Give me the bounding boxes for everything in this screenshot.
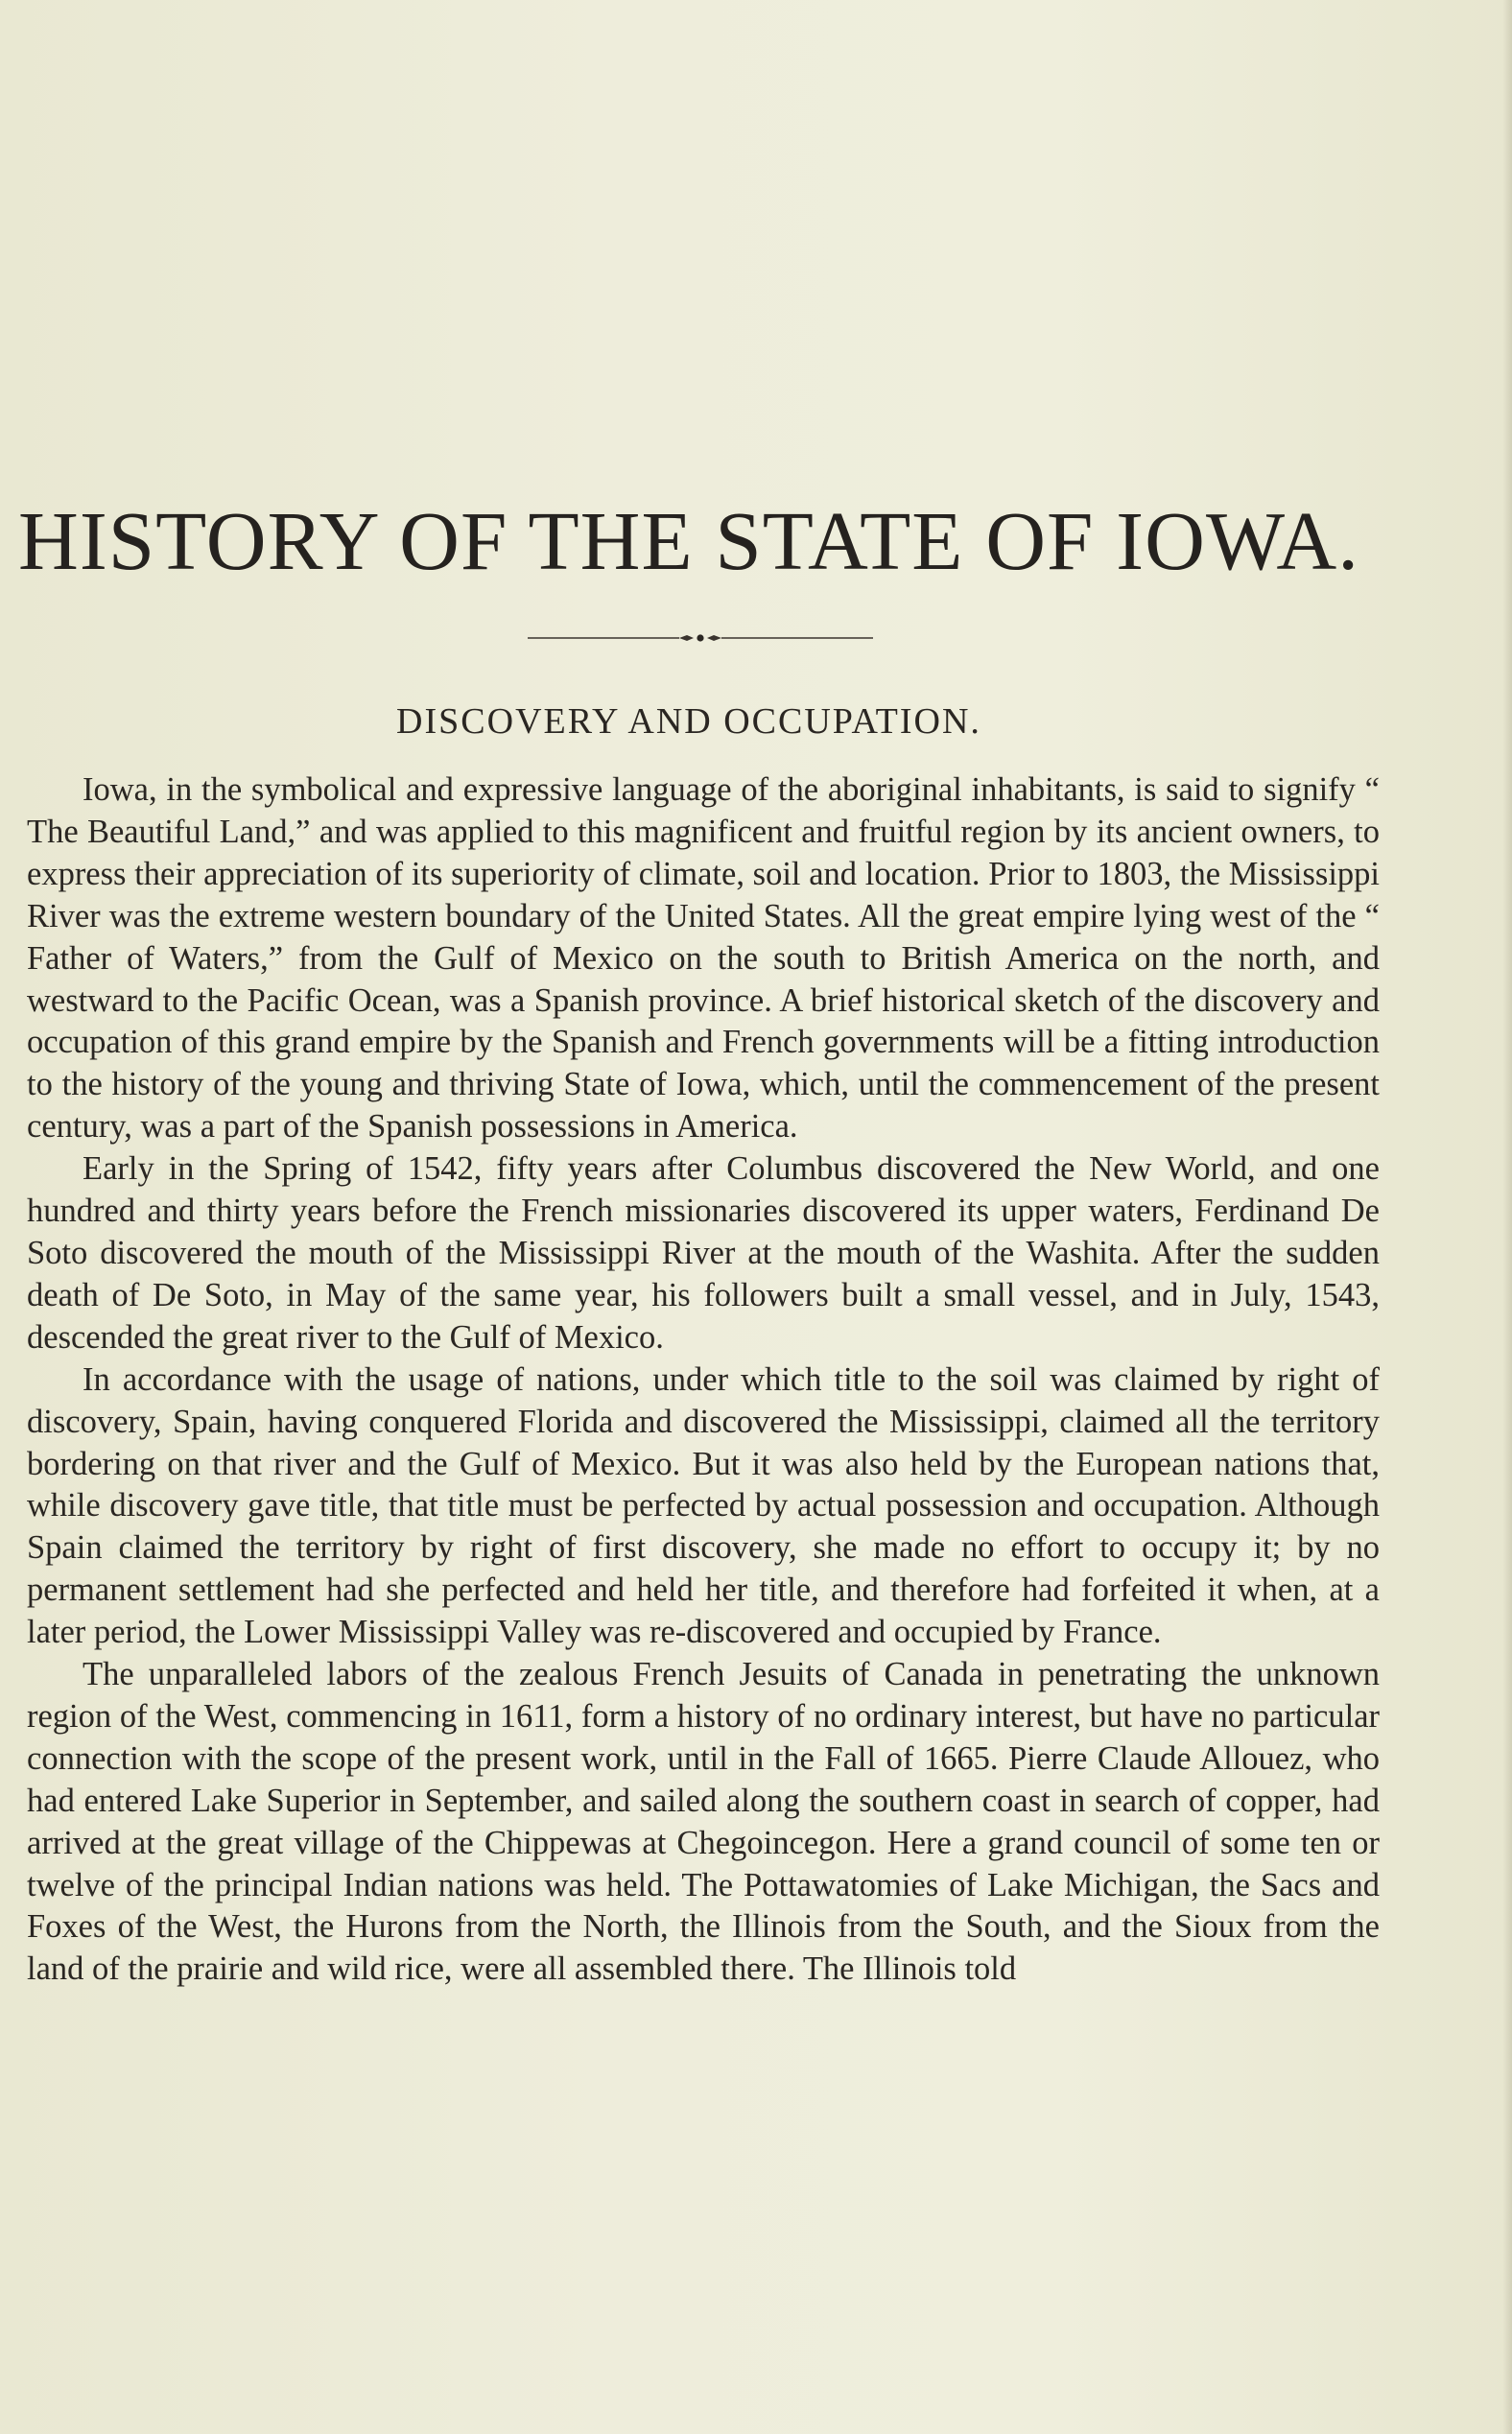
paragraph: Early in the Spring of 1542, fifty years after Columbus discovered the New World, and one hundred and thirty years before the French missionaries discovered its upper waters, Ferdinand De Soto discovered the mouth of the Mississippi River at the mouth of the Washita. After the sudden death of De Soto, in May of the same year, his followers built a small vessel, and in July, 1543, descended the great river to the Gulf of Mexico.: [27, 1150, 1380, 1356]
section-heading: DISCOVERY AND OCCUPATION.: [396, 701, 981, 742]
page-title: HISTORY OF THE STATE OF IOWA.: [17, 494, 1360, 587]
page-gutter-shadow: [1502, 0, 1512, 2434]
body-text: [27, 769, 1380, 1991]
paragraph: In accordance with the usage of nations, under which title to the soil was claimed by right of discovery, Spain, having conquered Florida and discovered the Mississippi, claimed all the territory bordering on that river and the Gulf of Mexico. But it was also held by the European nations that, while discovery gave title, that title must be perfected by actual possession and occupation. Although Spain claimed the territory by right of first discovery, she made no effort to occupy it; by no permanent settlement had she perfected and held her title, and therefore had forfeited it when, at a later period, the Lower Mississippi Valley was re-discovered and occupied by France.: [27, 1360, 1380, 1651]
paragraph: Iowa, in the symbolical and expressive language of the aboriginal inhabitants, is said to signify “ The Beautiful Land,” and was applied to this magnificent and fruitful region by its ancient owners, to express their appreciation of its superiority of climate, soil and location. Prior to 1803, the Mississippi River was the extreme western boundary of the United States. All the great empire lying west of the “ Father of Waters,” from the Gulf of Mexico on the south to British America on the north, and westward to the Pacific Ocean, was a Spanish province. A brief historical sketch of the discovery and occupation of this grand empire by the Spanish and French governments will be a fitting introduction to the history of the young and thriving State of Iowa, which, until the commencement of the present century, was a part of the Spanish possessions in America.: [27, 771, 1380, 1146]
paragraph: The unparalleled labors of the zealous French Jesuits of Canada in penetrating the unknown region of the West, commencing in 1611, form a history of no ordinary interest, but have no particular connection with the scope of the present work, until in the Fall of 1665. Pierre Claude Allouez, who had entered Lake Superior in September, and sailed along the southern coast in search of copper, had arrived at the great village of the Chippewas at Chegoincegon. Here a grand council of some ten or twelve of the principal Indian nations was held. The Pottawatomies of Lake Michigan, the Sacs and Foxes of the West, the Hurons from the North, the Illinois from the South, and the Sioux from the land of the prairie and wild rice, were all assembled there. The Illinois told: [27, 1656, 1380, 1988]
ornament-divider-icon: [528, 628, 873, 648]
